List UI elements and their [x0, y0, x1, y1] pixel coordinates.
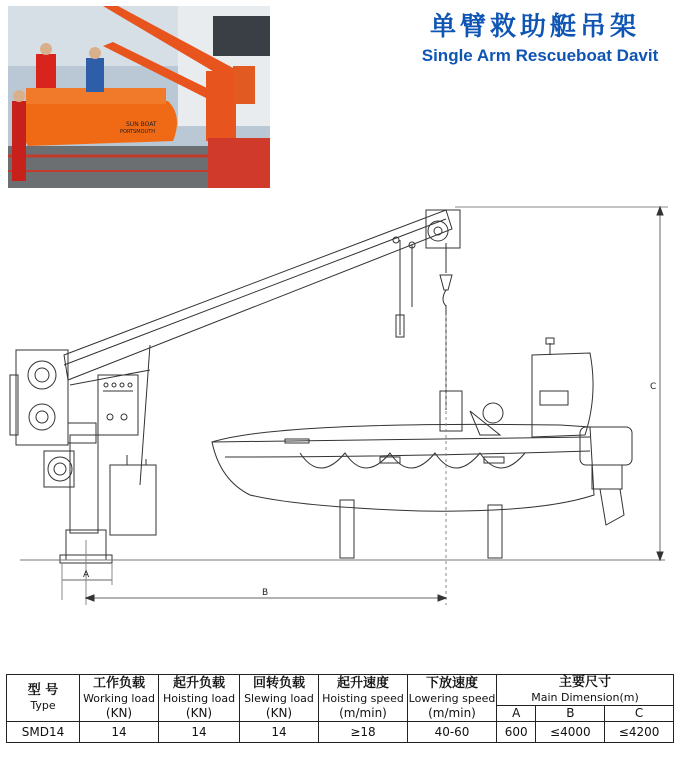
boom-strut — [140, 345, 150, 485]
cell-slewing-load: 14 — [240, 722, 319, 743]
cradle-leg-1 — [340, 500, 354, 558]
control-box — [110, 465, 156, 535]
davit-photo-illustration — [8, 6, 270, 188]
table-header-row — [7, 675, 674, 706]
outboard-engine — [580, 427, 632, 465]
winch-drum-upper — [28, 361, 56, 389]
boat-text-2: PORTSMOUTH — [120, 129, 156, 135]
cradle-leg-2 — [488, 505, 502, 558]
subheader-a: A — [497, 706, 536, 722]
davit-photo — [8, 6, 270, 188]
dimension-c-label: C — [650, 382, 657, 392]
title-english: Single Arm Rescueboat Davit — [421, 46, 659, 65]
winch-drum-lower — [29, 404, 55, 430]
title-chinese: 单臂救助艇吊架 — [429, 12, 640, 42]
header-main-dimension: 主要尺寸 Main Dimension(m) — [497, 675, 674, 706]
specification-table — [6, 674, 674, 743]
dimension-a-label: A — [83, 570, 90, 580]
table-row — [7, 722, 674, 743]
subheader-b: B — [536, 706, 605, 722]
cell-hoisting-speed: ≥18 — [319, 722, 408, 743]
cell-hoisting-load: 14 — [159, 722, 240, 743]
cell-dim-b: ≤4000 — [536, 722, 605, 743]
cell-lowering-speed: 40-60 — [408, 722, 497, 743]
head-sheave — [428, 221, 448, 241]
header-type: 型 号 Type — [7, 675, 80, 722]
cell-dim-c: ≤4200 — [605, 722, 674, 743]
cell-type: SMD14 — [7, 722, 80, 743]
header-hoisting-speed: 起升速度 Hoisting speed (m/min) — [319, 675, 408, 722]
steering-wheel — [483, 403, 503, 423]
davit-boom — [64, 210, 452, 380]
boat-text-1: SUN BOAT — [126, 121, 157, 128]
boat-seat — [440, 391, 462, 431]
subheader-c: C — [605, 706, 674, 722]
dimension-b-label: B — [262, 588, 269, 598]
header-slewing-load: 回转负载 Slewing load (KN) — [240, 675, 319, 722]
header-hoisting-load: 起升负载 Hoisting load (KN) — [159, 675, 240, 722]
technical-drawing — [0, 195, 680, 615]
hook-block — [440, 275, 452, 290]
motor-drum — [48, 457, 72, 481]
winch-housing — [16, 350, 68, 445]
cell-working-load: 14 — [80, 722, 159, 743]
header-working-load: 工作负载 Working load (KN) — [80, 675, 159, 722]
davit-boat-drawing — [0, 195, 680, 615]
header-lowering-speed: 下放速度 Lowering speed (m/min) — [408, 675, 496, 720]
cell-dim-a: 600 — [497, 722, 536, 743]
